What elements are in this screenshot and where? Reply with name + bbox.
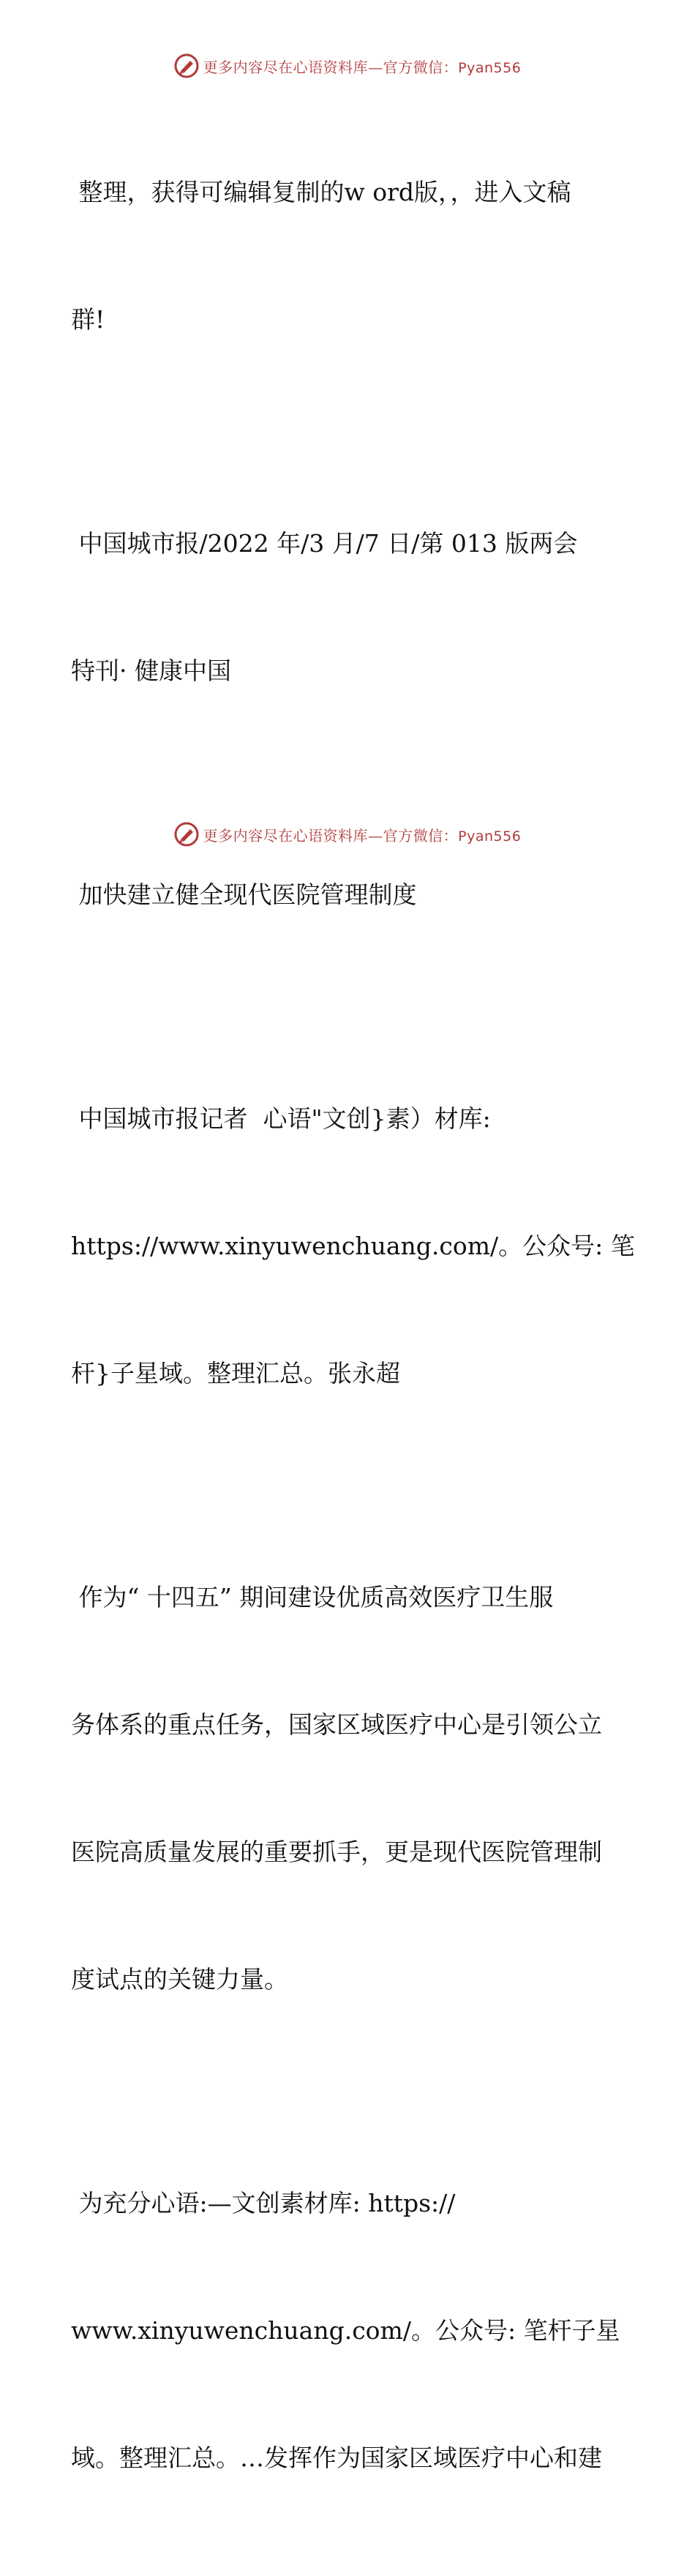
paragraph-5 [71, 1491, 627, 2086]
paragraph-line: 务体系的重点任务，国家区域医疗中心是引领公立 [71, 1710, 602, 1739]
banner-dash: — [368, 58, 383, 76]
paragraph-line: www.xinyuwenchuang.com/。公众号: 笔杆子星 [71, 2316, 620, 2345]
footer-banner-text [203, 824, 522, 845]
paragraph-line: 医院高质量发展的重要抓手，更是现代医院管理制 [71, 1838, 602, 1866]
banner-wechat-id: Pyan556 [458, 59, 522, 76]
paragraph-line: 域。整理汇总。…发挥作为国家区域医疗中心和建 [71, 2444, 602, 2472]
paragraph-line: 杆}子星域。整理汇总。张永超 [71, 1359, 400, 1388]
header-banner [0, 51, 695, 80]
paragraph-line: 群! [71, 305, 105, 334]
paragraph-line: 加快建立健全现代医院管理制度 [71, 880, 417, 909]
paragraph-6 [71, 2097, 627, 2564]
pen-nib-logo-icon [174, 53, 199, 78]
pen-nib-logo-icon [174, 822, 199, 847]
paragraph-line: 整理，获得可编辑复制的w ord版，，进入文稿 [71, 178, 571, 206]
banner-wechat-id: Pyan556 [458, 828, 522, 845]
banner-wechat-label: 官方微信： [383, 58, 459, 76]
banner-brand: 更多内容尽在心语资料库 [203, 58, 369, 76]
paragraph-1 [71, 86, 627, 426]
paragraph-line: 中国城市报记者 心语"文创}素）材库: [71, 1104, 491, 1133]
document-body [71, 86, 635, 2576]
footer-banner [0, 820, 695, 849]
paragraph-line: https://www.xinyuwenchuang.com/。公众号: 笔 [71, 1232, 635, 1260]
paragraph-4-byline [71, 1013, 635, 1480]
paragraph-2-source-line [71, 438, 627, 777]
paragraph-line: 为充分心语:—文创素材库: https:// [71, 2189, 456, 2217]
footer-banner-inner [174, 822, 522, 847]
header-banner-text [203, 56, 522, 77]
paragraph-line: 特刊· 健康中国 [71, 656, 231, 685]
banner-wechat-label: 官方微信： [383, 826, 459, 845]
banner-brand: 更多内容尽在心语资料库 [203, 826, 369, 845]
paragraph-line: 度试点的关键力量。 [71, 1965, 288, 1993]
header-banner-inner [174, 53, 522, 78]
banner-dash: — [368, 826, 383, 845]
paragraph-line: 作为“ 十四五” 期间建设优质高效医疗卫生服 [71, 1583, 554, 1611]
paragraph-line: 中国城市报/2022 年/3 月/7 日/第 013 版两会 [71, 529, 578, 558]
